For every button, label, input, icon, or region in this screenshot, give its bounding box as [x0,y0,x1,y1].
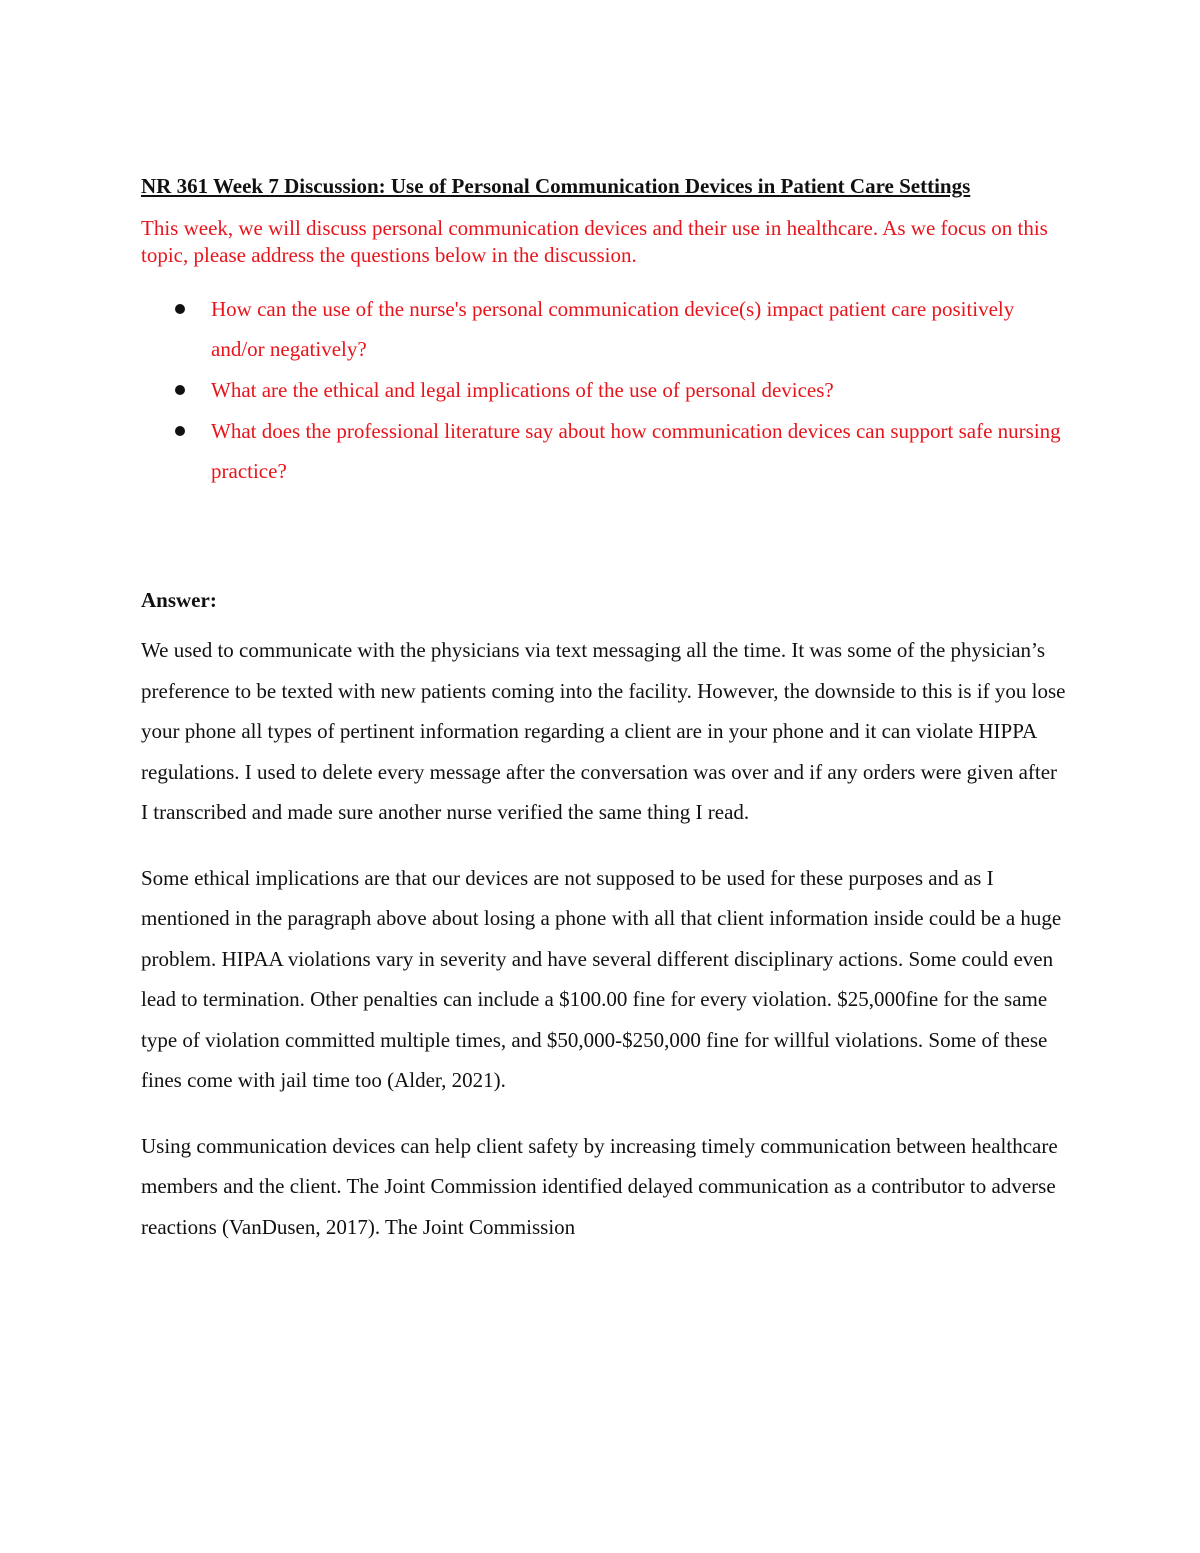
question-text: What are the ethical and legal implications of the use of personal devices? [211,378,834,402]
document-title: NR 361 Week 7 Discussion: Use of Personal Communication Devices in Patient Care Settings [141,174,971,198]
bullet-icon [175,385,185,395]
document-page [141,172,1066,1247]
bullet-icon [175,304,185,314]
answer-paragraph: Some ethical implications are that our devices are not supposed to be used for these purposes and as I mentioned in the paragraph above about losing a phone with all that client information inside could be a huge problem. HIPAA violations vary in severity and have several different disciplinary actions. Some could even lead to termination. Other penalties can include a $100.00 fine for every violation. $25,000fine for the same type of violation committed multiple times, and $50,000-$250,000 fine for willful violations. Some of these fines come with jail time too (Alder, 2021). [141,865,1062,1092]
discussion-intro: This week, we will discuss personal communication devices and their use in healthcare. As we focus on this topic, please address the questions below in the discussion. [141,216,1048,267]
answer-paragraph: Using communication devices can help client safety by increasing timely communication between healthcare members and the client. The Joint Commission identified delayed communication as a contributor to adverse reactions (VanDusen, 2017). The Joint Commission [141,1133,1058,1239]
question-item [141,289,1066,369]
discussion-questions [141,289,1066,491]
bullet-icon [175,426,185,436]
question-text: What does the professional literature say about how communication devices can support safe nursing practice? [211,419,1061,483]
answer-heading: Answer: [141,588,217,612]
question-item [141,370,1066,410]
question-text: How can the use of the nurse's personal communication device(s) impact patient care positively and/or negatively? [211,297,1015,361]
answer-paragraph: We used to communicate with the physicians via text messaging all the time. It was some of the physician’s preference to be texted with new patients coming into the facility. However, the downside to this is if you lose your phone all types of pertinent information regarding a client are in your phone and it can violate HIPPA regulations. I used to delete every message after the conversation was over and if any orders were given after I transcribed and made sure another nurse verified the same thing I read. [141,638,1066,824]
question-item [141,411,1066,491]
